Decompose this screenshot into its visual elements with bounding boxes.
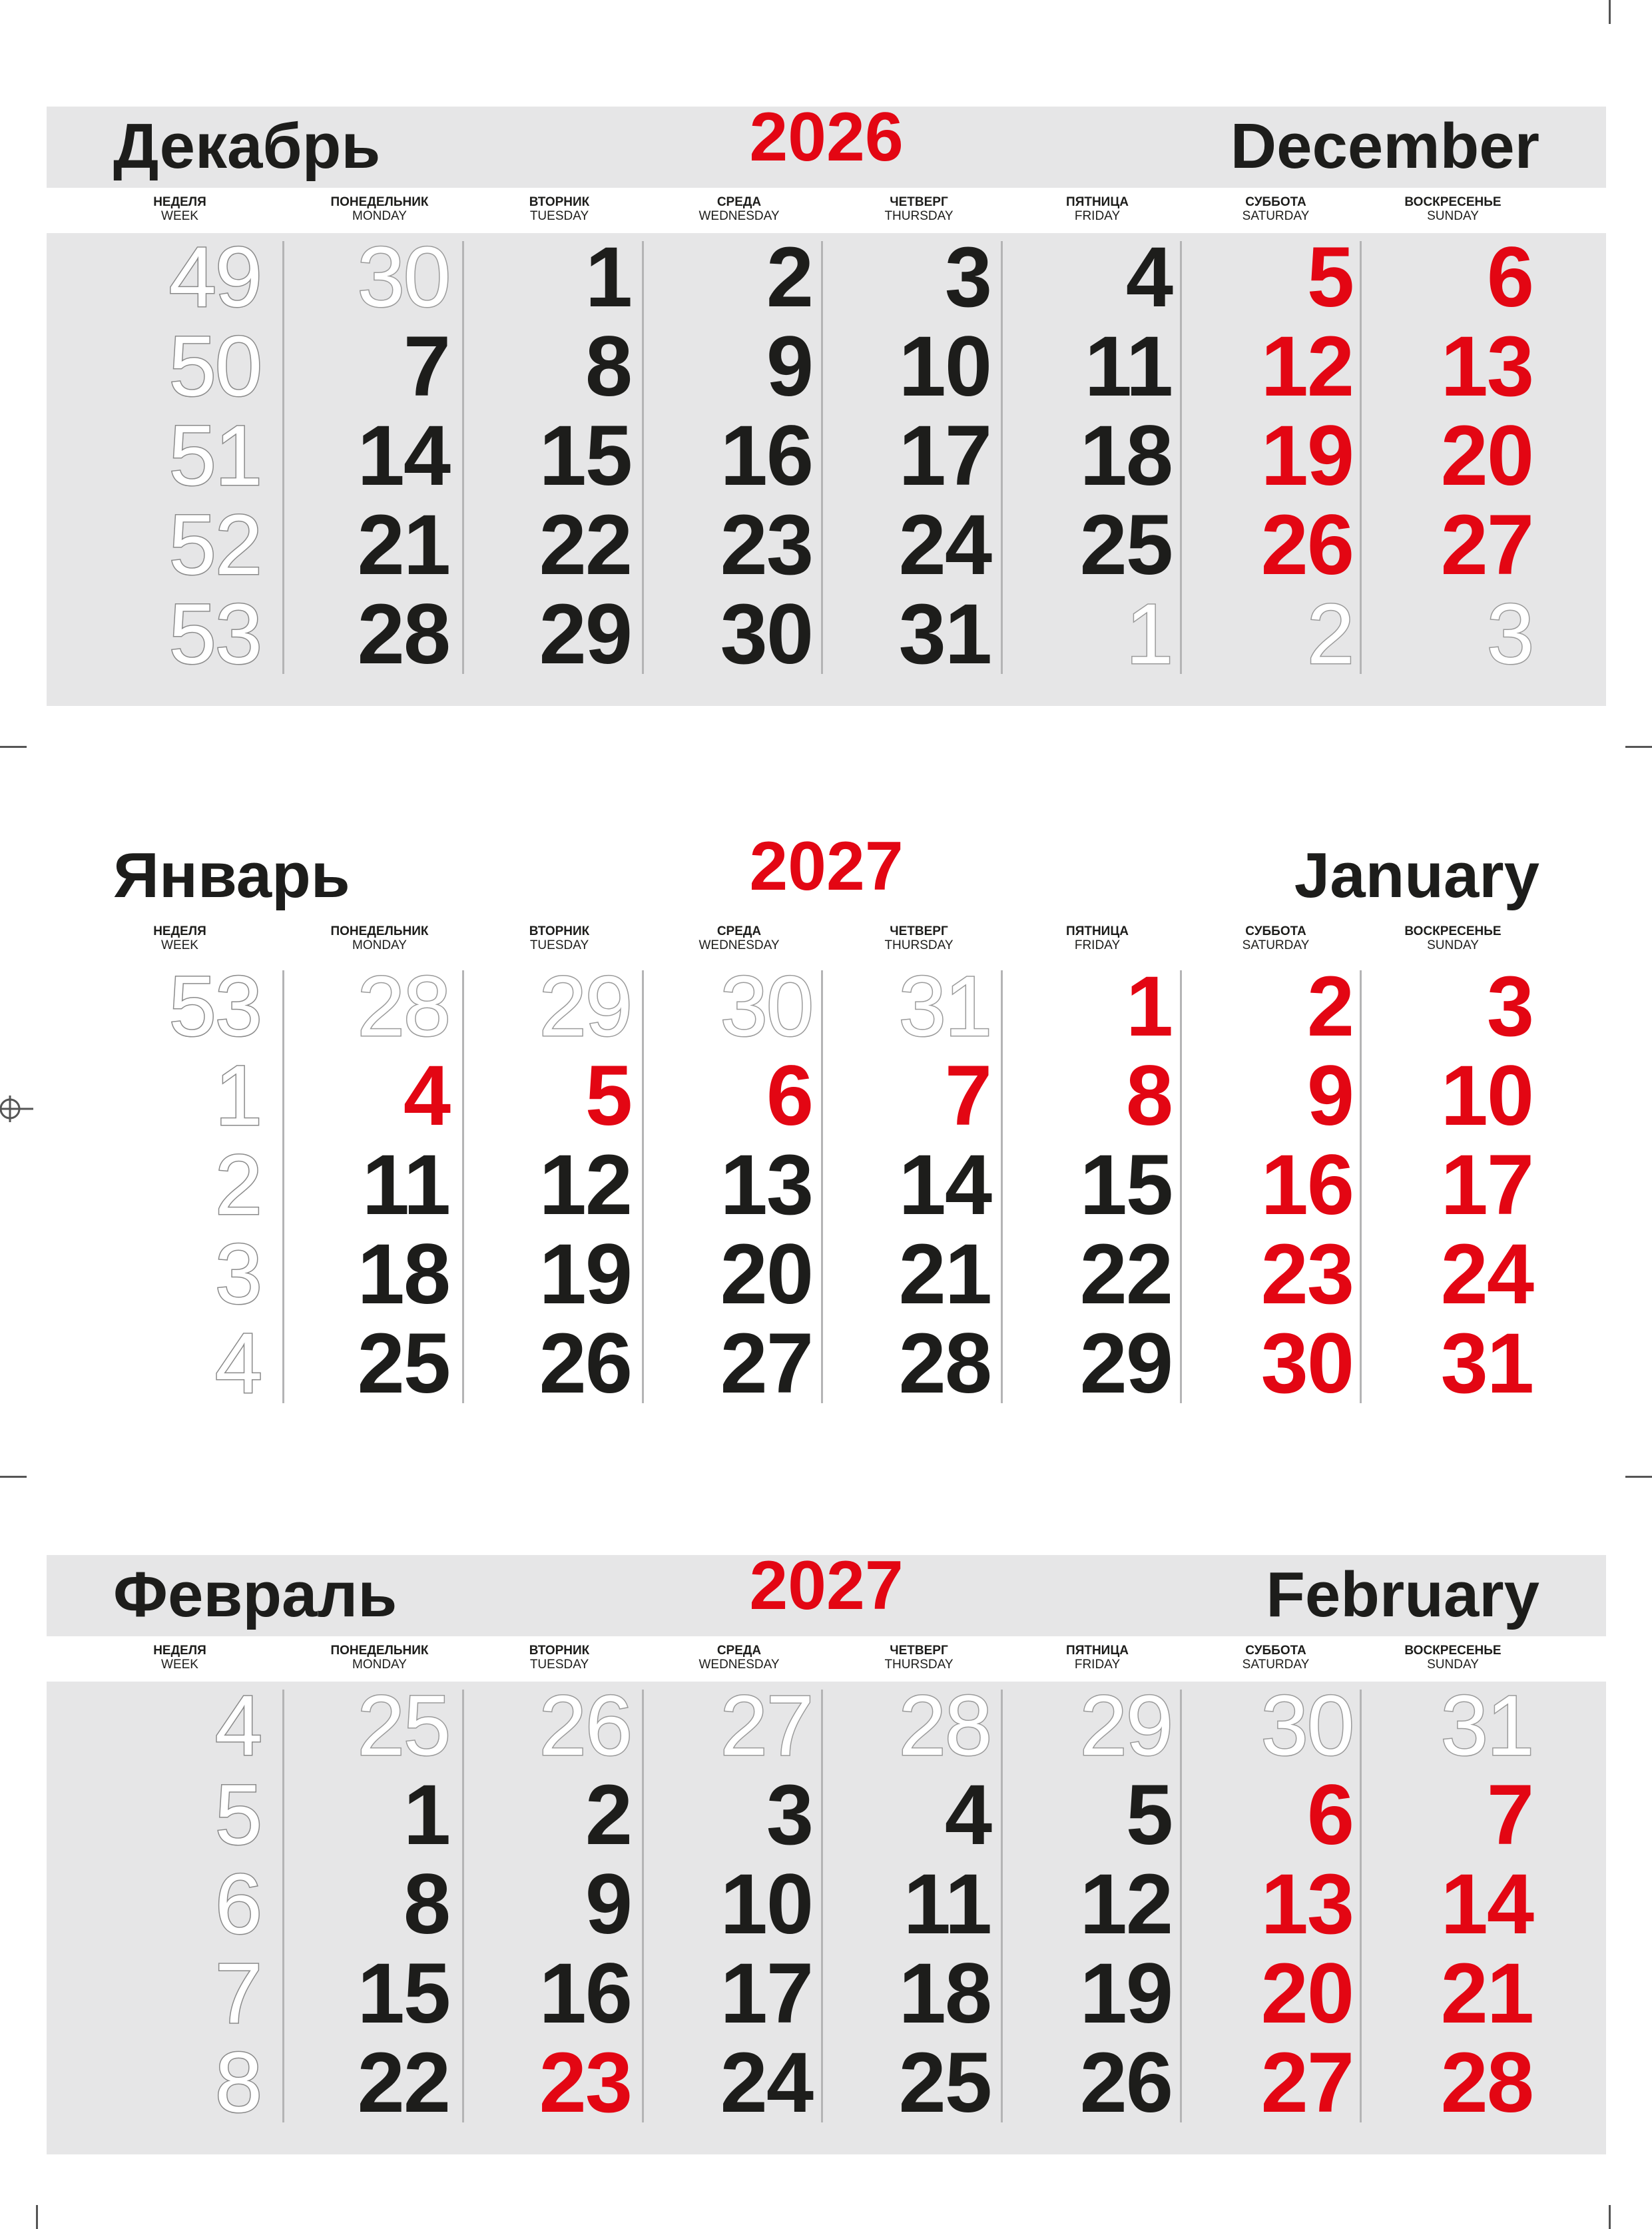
weekday-header-en: WEEK <box>161 208 198 223</box>
day-cell: 5 <box>1306 230 1353 325</box>
weekday-header <box>1007 1644 1188 1672</box>
day-cell: 15 <box>357 1946 449 2041</box>
day-cell: 1 <box>403 1767 449 1863</box>
weekday-header <box>89 1644 270 1672</box>
weekday-header <box>469 1644 650 1672</box>
weekday-header-en: THURSDAY <box>884 208 954 223</box>
day-cell: 21 <box>1440 1946 1533 2041</box>
day-cell: 25 <box>357 1678 449 1773</box>
day-cell: 29 <box>539 959 631 1054</box>
day-cell: 27 <box>720 1316 812 1411</box>
day-cell: 27 <box>1260 2035 1353 2130</box>
column-separator <box>462 241 464 674</box>
day-cell: 4 <box>403 1048 449 1143</box>
day-cell: 30 <box>720 959 812 1054</box>
weekday-header-ru: ВТОРНИК <box>529 195 590 209</box>
weekday-header-en: WEDNESDAY <box>698 938 780 952</box>
day-cell: 28 <box>898 1316 991 1411</box>
weekday-header-ru: СУББОТА <box>1245 1644 1306 1658</box>
day-cell: 6 <box>1486 230 1533 325</box>
month-name-ru: Январь <box>113 840 350 911</box>
weekday-header-en: TUESDAY <box>529 208 589 223</box>
weekday-header <box>1362 925 1543 952</box>
month-name-en: December <box>1230 111 1539 182</box>
weekday-header-en: MONDAY <box>352 938 407 952</box>
weekday-header-ru: ПОНЕДЕЛЬНИК <box>330 195 429 209</box>
weekday-header <box>828 196 1009 223</box>
weekday-header-ru: ПЯТНИЦА <box>1066 195 1129 209</box>
day-cell: 4 <box>944 1767 991 1863</box>
day-cell: 28 <box>1440 2035 1533 2130</box>
week-number: 8 <box>214 2035 261 2130</box>
weekday-header <box>469 196 650 223</box>
crop-mark <box>1609 2205 1611 2229</box>
weekday-header <box>289 925 470 952</box>
day-cell: 14 <box>898 1137 991 1233</box>
day-cell: 12 <box>539 1137 631 1233</box>
day-cell: 2 <box>1306 959 1353 1054</box>
column-separator <box>642 1690 644 2122</box>
day-cell: 20 <box>720 1227 812 1322</box>
day-cell: 16 <box>1260 1137 1353 1233</box>
weekday-header <box>89 196 270 223</box>
month-title-band <box>47 1547 1606 1636</box>
day-cell: 8 <box>403 1857 449 1952</box>
day-cell: 2 <box>585 1767 631 1863</box>
month-name-en: January <box>1294 840 1539 911</box>
column-separator <box>821 1690 823 2122</box>
day-cell: 1 <box>1125 959 1172 1054</box>
day-cell: 31 <box>898 587 991 682</box>
weekday-header <box>89 925 270 952</box>
weekday-header-en: TUESDAY <box>529 938 589 952</box>
day-cell: 11 <box>1084 319 1172 414</box>
day-cell: 24 <box>1440 1227 1533 1322</box>
day-cell: 21 <box>357 497 449 593</box>
weekday-header-ru: ПОНЕДЕЛЬНИК <box>330 924 429 938</box>
day-cell: 27 <box>1440 497 1533 593</box>
weekday-header-ru: ЧЕТВЕРГ <box>890 924 948 938</box>
day-cell: 7 <box>403 319 449 414</box>
day-cell: 29 <box>1079 1316 1172 1411</box>
weekday-header <box>469 925 650 952</box>
day-cell: 8 <box>585 319 631 414</box>
day-cell: 13 <box>720 1137 812 1233</box>
day-cell: 17 <box>1440 1137 1533 1233</box>
day-cell: 22 <box>539 497 631 593</box>
weekday-header-en: FRIDAY <box>1074 938 1121 952</box>
crop-mark <box>0 746 27 748</box>
month-year: 2027 <box>749 1547 904 1624</box>
weekday-header <box>649 1644 830 1672</box>
day-cell: 28 <box>898 1678 991 1773</box>
day-cell: 20 <box>1440 408 1533 503</box>
column-separator <box>821 241 823 674</box>
column-separator <box>1360 241 1362 674</box>
weekday-header-en: THURSDAY <box>884 938 954 952</box>
day-cell: 27 <box>720 1678 812 1773</box>
column-separator <box>1001 970 1003 1403</box>
day-cell: 30 <box>357 230 449 325</box>
day-cell: 2 <box>1306 587 1353 682</box>
weekday-header-row <box>47 924 1606 958</box>
day-cell: 3 <box>944 230 991 325</box>
day-cell: 10 <box>720 1857 812 1952</box>
weekday-header <box>1185 925 1366 952</box>
day-cell: 14 <box>1440 1857 1533 1952</box>
day-cell: 10 <box>898 319 991 414</box>
day-cell: 8 <box>1125 1048 1172 1143</box>
weekday-header <box>828 1644 1009 1672</box>
weekday-header-ru: СРЕДА <box>716 195 762 209</box>
weekday-header-ru: ПЯТНИЦА <box>1066 924 1129 938</box>
column-separator <box>821 970 823 1403</box>
month-name-en: February <box>1266 1559 1539 1630</box>
day-grid <box>47 1678 1606 2154</box>
month-year: 2026 <box>749 99 904 176</box>
day-cell: 23 <box>720 497 812 593</box>
day-cell: 4 <box>1125 230 1172 325</box>
weekday-header-en: WEEK <box>161 1657 198 1672</box>
weekday-header-en: SATURDAY <box>1242 938 1310 952</box>
day-cell: 15 <box>539 408 631 503</box>
crop-mark <box>36 2205 38 2229</box>
day-grid <box>47 230 1606 706</box>
day-cell: 30 <box>720 587 812 682</box>
weekday-header <box>1007 196 1188 223</box>
week-number: 4 <box>214 1316 261 1411</box>
day-cell: 26 <box>1079 2035 1172 2130</box>
weekday-header <box>1185 1644 1366 1672</box>
day-cell: 19 <box>1260 408 1353 503</box>
column-separator <box>642 241 644 674</box>
day-cell: 1 <box>585 230 631 325</box>
week-number: 52 <box>168 497 261 593</box>
day-grid <box>47 959 1606 1435</box>
day-cell: 23 <box>1260 1227 1353 1322</box>
week-number: 1 <box>214 1048 261 1143</box>
weekday-header-ru: ПОНЕДЕЛЬНИК <box>330 1644 429 1658</box>
day-cell: 18 <box>1079 408 1172 503</box>
weekday-header-en: TUESDAY <box>529 1657 589 1672</box>
day-cell: 10 <box>1440 1048 1533 1143</box>
column-separator <box>1360 970 1362 1403</box>
day-cell: 1 <box>1125 587 1172 682</box>
day-cell: 22 <box>357 2035 449 2130</box>
day-cell: 25 <box>357 1316 449 1411</box>
registration-mark <box>0 1092 33 1125</box>
column-separator <box>282 970 284 1403</box>
day-cell: 14 <box>357 408 449 503</box>
column-separator <box>282 1690 284 2122</box>
crop-mark <box>1625 746 1652 748</box>
crop-mark <box>1609 0 1611 24</box>
weekday-header-en: FRIDAY <box>1074 208 1121 223</box>
day-cell: 24 <box>898 497 991 593</box>
day-cell: 9 <box>585 1857 631 1952</box>
month-block-january <box>47 828 1606 1435</box>
day-cell: 25 <box>898 2035 991 2130</box>
column-separator <box>1360 1690 1362 2122</box>
day-cell: 19 <box>1079 1946 1172 2041</box>
weekday-header-row <box>47 1643 1606 1678</box>
column-separator <box>1001 241 1003 674</box>
day-cell: 17 <box>720 1946 812 2041</box>
weekday-header <box>649 925 830 952</box>
day-cell: 17 <box>898 408 991 503</box>
weekday-header-ru: ВТОРНИК <box>529 1644 590 1658</box>
weekday-header-ru: НЕДЕЛЯ <box>153 1644 206 1658</box>
day-cell: 6 <box>766 1048 812 1143</box>
weekday-header-en: SUNDAY <box>1427 208 1479 223</box>
column-separator <box>642 970 644 1403</box>
day-cell: 18 <box>898 1946 991 2041</box>
day-cell: 22 <box>1079 1227 1172 1322</box>
weekday-header-ru: ВТОРНИК <box>529 924 590 938</box>
weekday-header <box>649 196 830 223</box>
day-cell: 29 <box>1079 1678 1172 1773</box>
month-name-ru: Февраль <box>113 1559 398 1630</box>
day-cell: 12 <box>1079 1857 1172 1952</box>
week-number: 2 <box>214 1137 261 1233</box>
weekday-header-row <box>47 194 1606 229</box>
day-cell: 21 <box>898 1227 991 1322</box>
day-cell: 15 <box>1079 1137 1172 1233</box>
day-cell: 30 <box>1260 1678 1353 1773</box>
day-cell: 11 <box>362 1137 449 1233</box>
day-cell: 31 <box>1440 1678 1533 1773</box>
weekday-header-en: WEDNESDAY <box>698 1657 780 1672</box>
crop-mark <box>1625 1476 1652 1478</box>
day-cell: 11 <box>903 1857 991 1952</box>
week-number: 51 <box>168 408 261 503</box>
day-cell: 7 <box>1486 1767 1533 1863</box>
weekday-header-ru: СУББОТА <box>1245 924 1306 938</box>
weekday-header-en: MONDAY <box>352 208 407 223</box>
week-number: 6 <box>214 1857 261 1952</box>
day-cell: 29 <box>539 587 631 682</box>
week-number: 3 <box>214 1227 261 1322</box>
week-number: 53 <box>168 959 261 1054</box>
week-number: 53 <box>168 587 261 682</box>
weekday-header-ru: НЕДЕЛЯ <box>153 195 206 209</box>
day-cell: 16 <box>539 1946 631 2041</box>
day-cell: 31 <box>898 959 991 1054</box>
day-cell: 6 <box>1306 1767 1353 1863</box>
weekday-header <box>828 925 1009 952</box>
weekday-header-ru: ВОСКРЕСЕНЬЕ <box>1404 924 1502 938</box>
column-separator <box>462 1690 464 2122</box>
day-cell: 9 <box>766 319 812 414</box>
weekday-header-en: WEDNESDAY <box>698 208 780 223</box>
weekday-header-ru: ЧЕТВЕРГ <box>890 195 948 209</box>
weekday-header-ru: СРЕДА <box>716 924 762 938</box>
month-title-band <box>47 99 1606 188</box>
day-cell: 5 <box>585 1048 631 1143</box>
column-separator <box>1180 241 1182 674</box>
day-cell: 16 <box>720 408 812 503</box>
week-number: 5 <box>214 1767 261 1863</box>
day-cell: 12 <box>1260 319 1353 414</box>
weekday-header-en: SUNDAY <box>1427 938 1479 952</box>
weekday-header-ru: ВОСКРЕСЕНЬЕ <box>1404 195 1502 209</box>
day-cell: 26 <box>539 1678 631 1773</box>
weekday-header-ru: СРЕДА <box>716 1644 762 1658</box>
column-separator <box>462 970 464 1403</box>
day-cell: 13 <box>1260 1857 1353 1952</box>
day-cell: 3 <box>766 1767 812 1863</box>
column-separator <box>1180 1690 1182 2122</box>
weekday-header-en: SUNDAY <box>1427 1657 1479 1672</box>
weekday-header <box>289 196 470 223</box>
weekday-header-en: THURSDAY <box>884 1657 954 1672</box>
day-cell: 24 <box>720 2035 812 2130</box>
weekday-header-ru: ВОСКРЕСЕНЬЕ <box>1404 1644 1502 1658</box>
weekday-header-ru: СУББОТА <box>1245 195 1306 209</box>
weekday-header-en: WEEK <box>161 938 198 952</box>
column-separator <box>1001 1690 1003 2122</box>
day-cell: 19 <box>539 1227 631 1322</box>
day-cell: 20 <box>1260 1946 1353 2041</box>
month-block-february <box>47 1547 1606 2154</box>
weekday-header-en: SATURDAY <box>1242 1657 1310 1672</box>
day-cell: 26 <box>1260 497 1353 593</box>
day-cell: 2 <box>766 230 812 325</box>
day-cell: 25 <box>1079 497 1172 593</box>
weekday-header-ru: ПЯТНИЦА <box>1066 1644 1129 1658</box>
weekday-header-en: MONDAY <box>352 1657 407 1672</box>
week-number: 7 <box>214 1946 261 2041</box>
weekday-header-en: SATURDAY <box>1242 208 1310 223</box>
day-cell: 3 <box>1486 959 1533 1054</box>
day-cell: 28 <box>357 959 449 1054</box>
day-cell: 7 <box>944 1048 991 1143</box>
weekday-header <box>1007 925 1188 952</box>
weekday-header-ru: ЧЕТВЕРГ <box>890 1644 948 1658</box>
weekday-header-en: FRIDAY <box>1074 1657 1121 1672</box>
day-cell: 3 <box>1486 587 1533 682</box>
day-cell: 26 <box>539 1316 631 1411</box>
weekday-header <box>1362 1644 1543 1672</box>
column-separator <box>282 241 284 674</box>
month-title-band <box>47 828 1606 917</box>
day-cell: 31 <box>1440 1316 1533 1411</box>
week-number: 50 <box>168 319 261 414</box>
column-separator <box>1180 970 1182 1403</box>
day-cell: 28 <box>357 587 449 682</box>
day-cell: 23 <box>539 2035 631 2130</box>
weekday-header <box>1362 196 1543 223</box>
week-number: 49 <box>168 230 261 325</box>
day-cell: 9 <box>1306 1048 1353 1143</box>
weekday-header <box>1185 196 1366 223</box>
weekday-header <box>289 1644 470 1672</box>
weekday-header-ru: НЕДЕЛЯ <box>153 924 206 938</box>
crop-mark <box>0 1476 27 1478</box>
day-cell: 13 <box>1440 319 1533 414</box>
day-cell: 5 <box>1125 1767 1172 1863</box>
month-block-december <box>47 99 1606 706</box>
day-cell: 30 <box>1260 1316 1353 1411</box>
week-number: 4 <box>214 1678 261 1773</box>
month-name-ru: Декабрь <box>113 111 381 182</box>
day-cell: 18 <box>357 1227 449 1322</box>
month-year: 2027 <box>749 828 904 905</box>
